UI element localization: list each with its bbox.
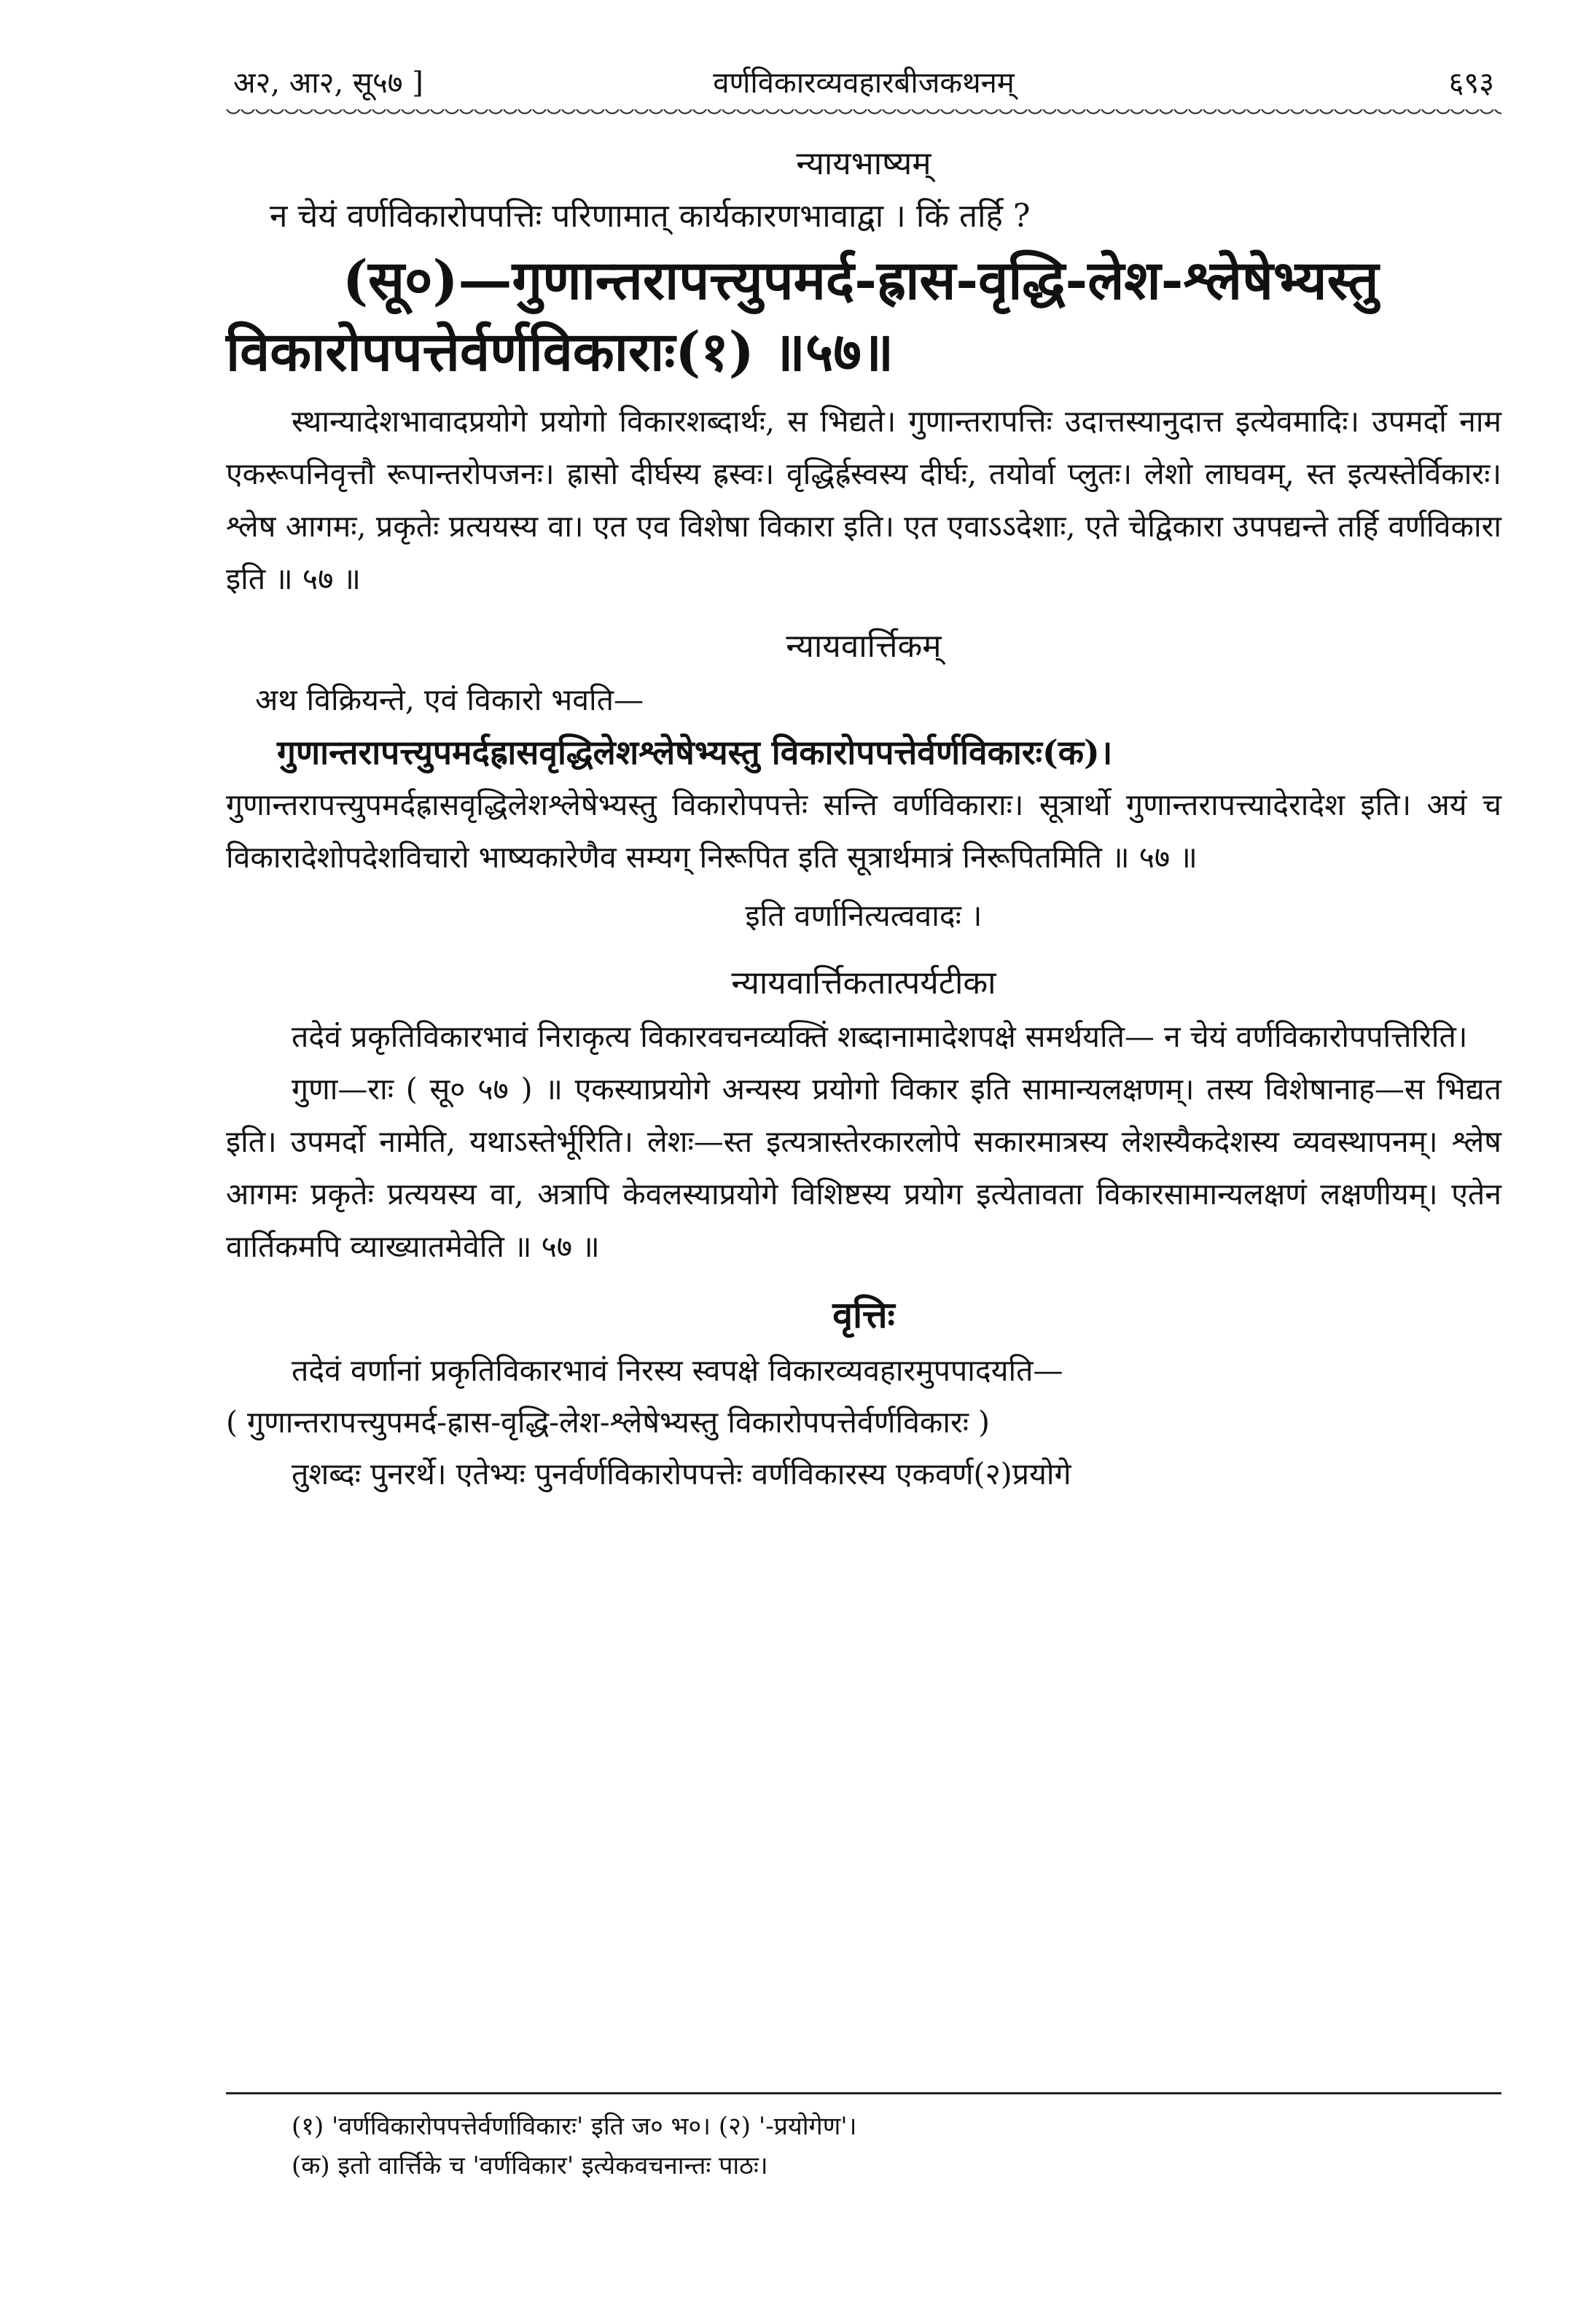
tika-intro: तदेवं प्रकृतिविकारभावं निराकृत्य विकारवचनव्यक्तिं शब्दानामादेशपक्षे समर्थयति— न चेयं वर्णविकारोपपत्तिरिति।	[292, 1019, 1468, 1054]
footnote-1-2: (१) 'वर्णविकारोपपत्तेर्वर्णाविकारः' इति ज० भ०। (२) '-प्रयोगेण'।	[292, 2112, 857, 2141]
sutra-57: (सू०)—गुणान्तरापत्त्युपमर्द-ह्रास-वृद्धि-लेश-श्लेषेभ्यस्तु विकारोपपत्तेर्वर्णविकाराः(१) ॥५७॥	[226, 249, 1379, 383]
vartika-intro: अथ विक्रियन्ते, एवं विकारो भवति—	[255, 682, 644, 717]
bhashya-heading: न्यायभाष्यम्	[796, 145, 931, 182]
running-title: वर्णविकारव्यवहारबीजकथनम्	[713, 66, 1015, 100]
vritti-text: तुशब्दः पुनरर्थे। एतेभ्यः पुनर्वर्णविकारोपपत्तेः वर्णविकारस्य एकवर्ण(२)प्रयोगे	[292, 1457, 1071, 1492]
footnote-ka: (क) इतो वार्त्तिके च 'वर्णविकार' इत्येकवचनान्तः पाठः।	[292, 2151, 768, 2180]
vartika-sutra: गुणान्तरापत्त्युपमर्दह्रासवृद्धिलेशश्लेषेभ्यस्तु विकारोपपत्तेर्वर्णविकारः(क)।	[277, 733, 1113, 772]
vartika-closing: इति वर्णानित्यत्ववादः ।	[745, 898, 983, 933]
vartika-heading: न्यायवार्त्तिकम्	[786, 628, 942, 665]
tika-text: गुणा—राः ( सू० ५७ ) ॥ एकस्याप्रयोगे अन्यस्य प्रयोगो विकार इति सामान्यलक्षणम्। तस्य विशेषानाह—स भिद्यत इति। उपमर्दो नामेति, यथाऽस्तेर्भूरिति। लेशः—स्त इत्यत्रास्तेरकारलोपे सकारमात्रस्य लेशस्यैकदेशस्य व्यवस्थापनम्। श्लेष आगमः प्रकृतेः प्रत्ययस्य वा, अत्रापि केवलस्याप्रयोगे विशिष्टस्य प्रयोग इत्येतावता विकारसामान्यलक्षणं लक्षणीयम्। एतेन वार्तिकमपि व्याख्यातमेवेति ॥ ५७ ॥	[226, 1072, 1501, 1264]
bhashya-intro: न चेयं वर्णविकारोपपत्तिः परिणामात् कार्यकारणभावाद्वा । किं तर्हि ?	[270, 198, 1031, 235]
header-wavy-rule	[226, 109, 1501, 122]
vritti-sutra: ( गुणान्तरापत्त्युपमर्द-ह्रास-वृद्धि-लेश-श्लेषेभ्यस्तु विकारोपपत्तेर्वर्णविकारः )	[226, 1405, 991, 1440]
tika-heading: न्यायवार्त्तिकतात्पर्यटीका	[731, 964, 996, 1002]
running-header	[226, 51, 1501, 109]
vartika-text: गुणान्तरापत्त्युपमर्दह्रासवृद्धिलेशश्लेषेभ्यस्तु विकारोपपत्तेः सन्ति वर्णविकाराः। सूत्रार्थो गुणान्तरापत्त्यादेरादेश इति। अयं च विकारादेशोपदेशविचारो भाष्यकारेणैव सम्यग् निरूपित इति सूत्रार्थमात्रं निरूपितमिति ॥ ५७ ॥	[226, 787, 1501, 875]
section-reference: अ२, आ२, सू५७ ]	[233, 66, 423, 100]
footnote-rule	[226, 2092, 1501, 2094]
vritti-heading: वृत्तिः	[832, 1293, 895, 1336]
bhashya-text: स्थान्यादेशभावादप्रयोगे प्रयोगो विकारशब्दार्थः, स भिद्यते। गुणान्तरापत्तिः उदात्तस्यानुदात्त इत्येवमादिः। उपमर्दो नाम एकरूपनिवृत्तौ रूपान्तरोपजनः। ह्रासो दीर्घस्य ह्रस्वः। वृद्धिर्ह्रस्वस्य दीर्घः, तयोर्वा प्लुतः। लेशो लाघवम्, स्त इत्यस्तेर्विकारः। श्लेष आगमः, प्रकृतेः प्रत्ययस्य वा। एत एव विशेषा विकारा इति। एत एवाऽऽदेशाः, एते चेद्विकारा उपपद्यन्ते तर्हि वर्णविकारा इति ॥ ५७ ॥	[226, 404, 1501, 596]
page-number: ६९३	[1448, 66, 1494, 100]
vritti-intro: तदेवं वर्णानां प्रकृतिविकारभावं निरस्य स्वपक्षे विकारव्यवहारमुपपादयति—	[292, 1353, 1063, 1388]
footnotes	[292, 2107, 857, 2185]
page	[226, 51, 1501, 2282]
